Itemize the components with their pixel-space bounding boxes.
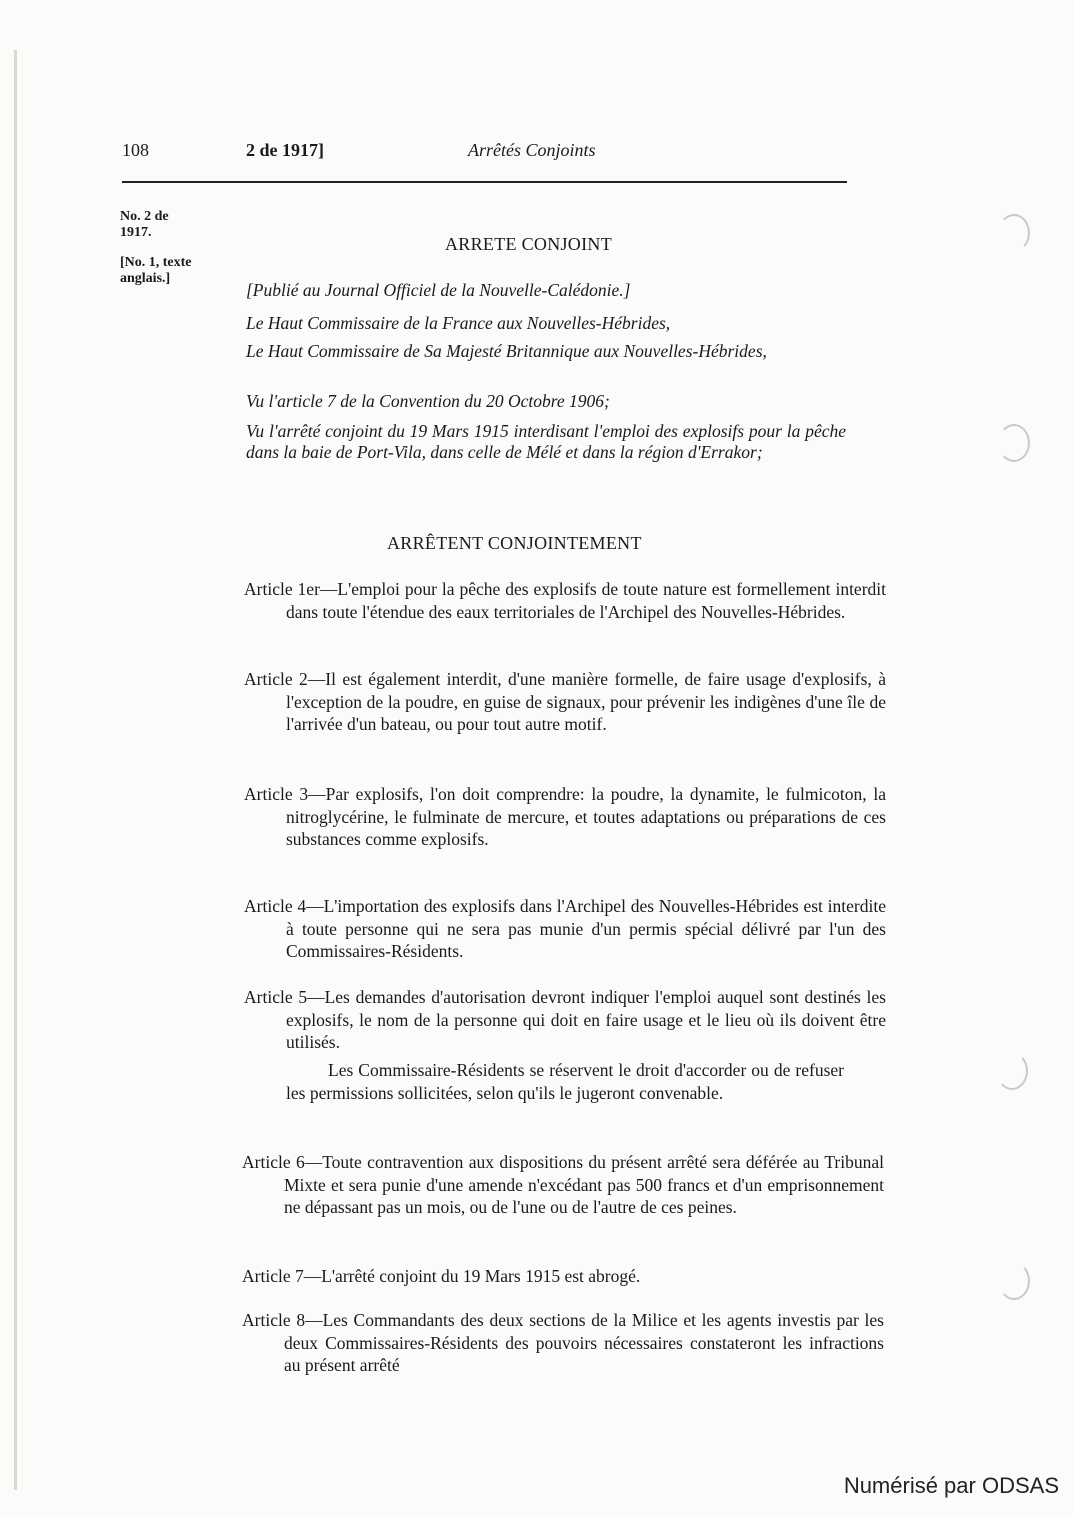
preamble-publication: [Publié au Journal Officiel de la Nouvelle-Calédonie.] xyxy=(246,280,631,300)
section-number: 2 de 1917] xyxy=(246,140,324,160)
header-rule xyxy=(122,181,847,183)
article-1: Article 1er—L'emploi pour la pêche des explosifs de toute nature est formellement interdit dans toute l'étendue des eaux territoriales de l'Archipel des Nouvelles-Hébrides. xyxy=(244,579,886,622)
margin-reference: [No. 1, texte anglais.] xyxy=(120,255,192,286)
punch-hole-mark xyxy=(998,214,1030,252)
article-6: Article 6—Toute contravention aux dispositions du présent arrêté sera déférée au Tribunal Mixte et sera punie d'une amende n'excédant pas 500 francs et d'un emprisonnement ne dépassant pas un mois, ou de l'une ou de l'autre de ces peines. xyxy=(242,1152,884,1217)
punch-hole-mark xyxy=(998,1262,1030,1300)
article-5-paragraph: Les Commissaire-Résidents se réservent le droit d'accorder ou de refuser les permissions sollicitées, selon qu'ils le jugeront convenable. xyxy=(286,1060,844,1103)
preamble-britain: Le Haut Commissaire de Sa Majesté Britannique aux Nouvelles-Hébrides, xyxy=(246,341,767,361)
preamble-convention: Vu l'article 7 de la Convention du 20 Octobre 1906; xyxy=(246,391,610,411)
margin-note xyxy=(120,209,198,287)
article-7: Article 7—L'arrêté conjoint du 19 Mars 1915 est abrogé. xyxy=(242,1266,641,1286)
article-5: Article 5—Les demandes d'autorisation devront indiquer l'emploi auquel sont destinés les explosifs, le nom de la personne qui doit en faire usage et le lieu où ils doivent être utilisés. xyxy=(244,987,886,1052)
punch-hole-mark xyxy=(998,424,1030,462)
page-edge xyxy=(14,50,17,1490)
preamble-previous-arrete: Vu l'arrêté conjoint du 19 Mars 1915 interdisant l'emploi des explosifs pour la pêche dans la baie de Port-Vila, dans celle de Mélé et dans la région d'Errakor; xyxy=(246,421,846,462)
page-number: 108 xyxy=(122,140,149,160)
running-title: Arrêtés Conjoints xyxy=(468,140,596,160)
running-header xyxy=(122,140,847,170)
article-2: Article 2—Il est également interdit, d'une manière formelle, de faire usage d'explosifs, à l'exception de la poudre, en guise de signaux, pour prévenir les indigènes d'une île de l'arrivée d'un bateau, ou pour tout autre motif. xyxy=(244,669,886,734)
margin-number: No. 2 de 1917. xyxy=(120,209,169,240)
article-4: Article 4—L'importation des explosifs dans l'Archipel des Nouvelles-Hébrides est interdite à toute personne qui ne sera pas munie d'un permis spécial délivré par l'un des Commissaires-Résidents. xyxy=(244,896,886,961)
preamble-france: Le Haut Commissaire de la France aux Nouvelles-Hébrides, xyxy=(246,313,671,333)
document-heading: ARRETE CONJOINT xyxy=(445,234,612,254)
decree-subheading: ARRÊTENT CONJOINTEMENT xyxy=(387,533,642,553)
digitization-credit: Numérisé par ODSAS xyxy=(843,1473,1059,1498)
punch-hole-mark xyxy=(996,1052,1028,1090)
article-8: Article 8—Les Commandants des deux sections de la Milice et les agents investis par les deux Commissaires-Résidents des pouvoirs nécessaires constateront les infractions au présent arrêté xyxy=(242,1310,884,1375)
article-3: Article 3—Par explosifs, l'on doit comprendre: la poudre, la dynamite, le fulmicoton, la nitroglycérine, le fulminate de mercure, et toutes adaptations ou préparations de ces substances comme explosifs. xyxy=(244,784,886,849)
